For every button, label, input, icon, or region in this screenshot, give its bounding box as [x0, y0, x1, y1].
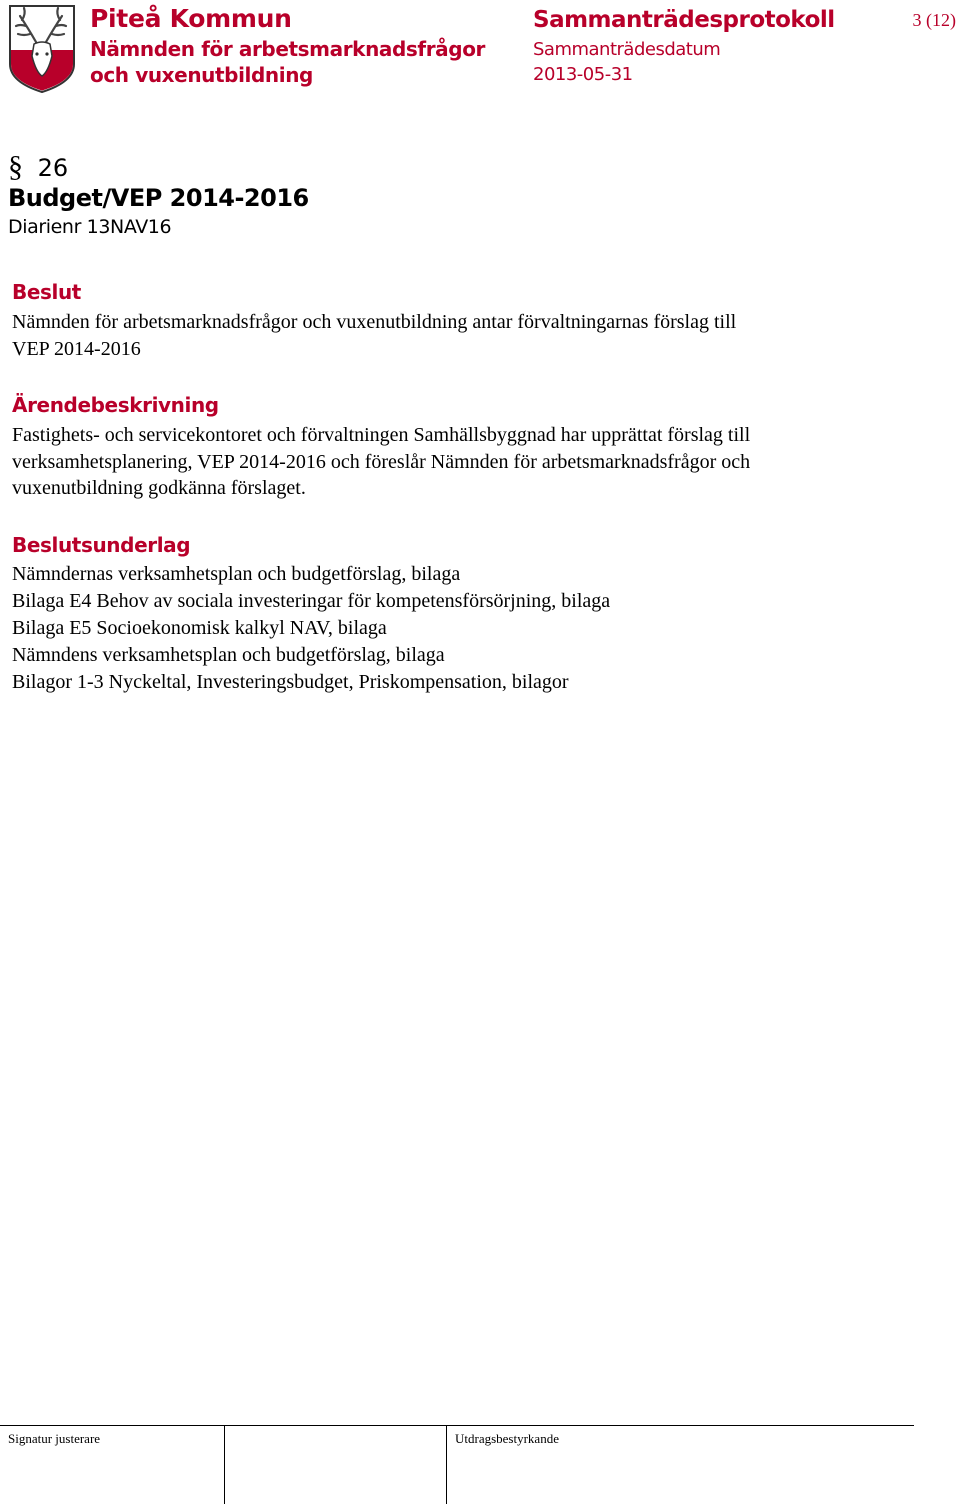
signature-cell — [0, 1426, 224, 1504]
signature-label: Signatur justerare — [8, 1431, 101, 1446]
paragraph-sign: § — [8, 150, 23, 183]
organization-name: Piteå Kommun — [90, 4, 292, 33]
decision-line: VEP 2014-2016 — [12, 337, 141, 360]
meeting-date-label: Sammanträdesdatum — [533, 39, 721, 60]
decision-heading: Beslut — [12, 280, 81, 304]
section-number-value: 26 — [37, 154, 69, 182]
meeting-date-value: 2013-05-31 — [533, 64, 633, 85]
case-description-line: vuxenutbildning godkänna förslaget. — [12, 477, 306, 499]
decision-basis-item: Bilagor 1-3 Nyckeltal, Investeringsbudget, Priskompensation, bilagor — [12, 671, 569, 693]
pitea-crest-logo-icon — [6, 2, 78, 94]
decision-basis-item: Nämndernas verksamhetsplan och budgetförslag, bilaga — [12, 563, 461, 585]
extract-label: Utdragsbestyrkande — [455, 1431, 559, 1446]
diary-number: Diarienr 13NAV16 — [8, 216, 172, 238]
decision-line: Nämnden för arbetsmarknadsfrågor och vuxenutbildning antar förvaltningarnas förslag till — [12, 311, 737, 333]
page-number: 3 (12) — [912, 10, 956, 30]
case-description-line: verksamhetsplanering, VEP 2014-2016 och föreslår Nämnden för arbetsmarknadsfrågor och — [12, 450, 751, 473]
case-title: Budget/VEP 2014-2016 — [8, 184, 309, 212]
signature-cell-blank — [224, 1426, 447, 1504]
decision-basis-item: Bilaga E5 Socioekonomisk kalkyl NAV, bilaga — [12, 617, 387, 639]
case-description-heading: Ärendebeskrivning — [12, 393, 219, 417]
section-number — [8, 150, 68, 184]
decision-basis-item: Nämndens verksamhetsplan och budgetförslag, bilaga — [12, 644, 445, 666]
signature-footer — [0, 1425, 914, 1504]
case-description-line: Fastighets- och servicekontoret och förvaltningen Samhällsbyggnad har upprättat förslag till — [12, 424, 751, 446]
decision-basis-heading: Beslutsunderlag — [12, 533, 191, 557]
document-title: Sammanträdesprotokoll — [533, 7, 835, 33]
extract-cell — [446, 1426, 915, 1504]
committee-name-line-1: Nämnden för arbetsmarknadsfrågor — [90, 37, 486, 61]
committee-name-line-2: och vuxenutbildning — [90, 63, 313, 87]
decision-basis-item: Bilaga E4 Behov av sociala investeringar för kompetensförsörjning, bilaga — [12, 590, 611, 612]
